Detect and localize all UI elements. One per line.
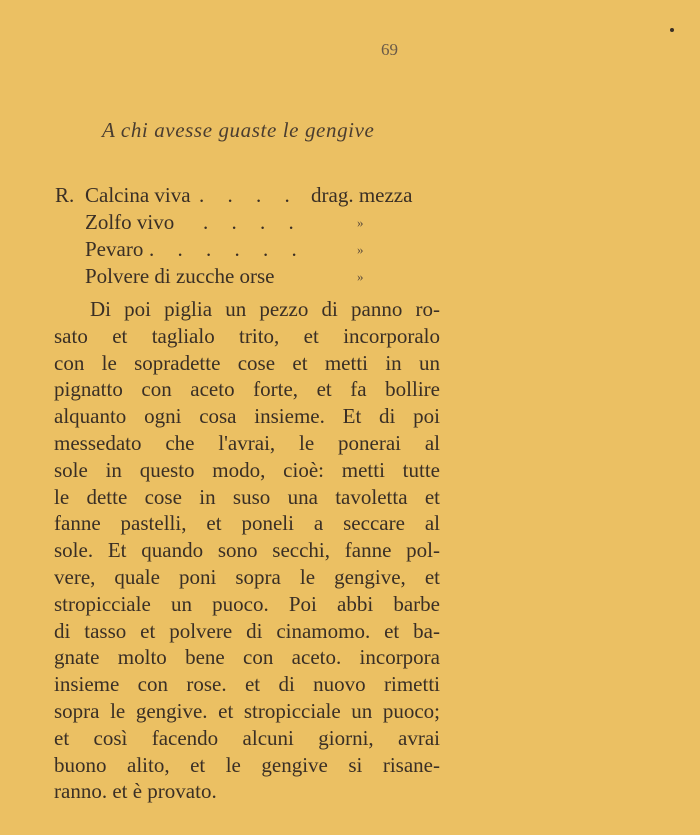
text-line: sato et taglialo trito, et incorporalo — [54, 323, 440, 348]
ingredient-name: Zolfo vivo — [85, 210, 175, 234]
text-line: messedato che l'avrai, le ponerai al — [54, 430, 440, 455]
text-line: alquanto ogni cosa insieme. Et di poi — [54, 404, 440, 429]
text-line: sole in questo modo, cioè: metti tutte — [54, 457, 440, 482]
leader-dots: . . . . — [199, 183, 299, 207]
text-line: con le sopradette cose et metti in un — [54, 350, 440, 375]
text-line: insieme con rose. et di nuovo rimetti — [54, 672, 440, 697]
recipe-heading: A chi avesse guaste le gengive — [102, 118, 375, 142]
text-line: vere, quale poni sopra le gengive, et — [54, 564, 440, 589]
ingredient-name: Calcina viva — [85, 183, 191, 207]
text-line: sole. Et quando sono secchi, fanne pol- — [54, 538, 440, 563]
ingredient-row — [55, 236, 445, 263]
ingredient-row — [55, 263, 445, 290]
ingredient-row — [55, 182, 445, 209]
body-paragraph — [54, 296, 440, 805]
ditto-mark: » — [357, 242, 364, 257]
ingredient-row — [55, 209, 445, 236]
text-line: gnate molto bene con aceto. incorpora — [54, 645, 440, 670]
leader-dots: . . . . — [203, 210, 303, 234]
text-line: stropicciale un puoco. Poi abbi barbe — [54, 591, 440, 616]
text-line: buono alito, et le gengive si risane- — [54, 752, 440, 777]
leader-dots: . . . . . . — [149, 237, 306, 261]
text-line: fanne pastelli, et poneli a seccare al — [54, 511, 440, 536]
text-line: pignatto con aceto forte, et fa bollire — [54, 377, 440, 402]
page-number: 69 — [381, 40, 398, 59]
text-line: Di poi piglia un pezzo di panno ro- — [90, 297, 440, 321]
ditto-mark: » — [357, 215, 364, 230]
ingredient-name: Polvere di zucche orse — [85, 264, 275, 288]
text-line: ranno. et è provato. — [54, 779, 217, 804]
text-line: di tasso et polvere di cinamomo. et ba- — [54, 618, 440, 643]
ingredient-list — [55, 182, 445, 290]
ditto-mark: » — [357, 269, 364, 284]
ingredient-quantity: drag. mezza — [311, 183, 413, 207]
text-line: le dette cose in suso una tavoletta et — [54, 484, 440, 509]
ingredient-name: Pevaro — [85, 237, 144, 261]
text-line: sopra le gengive. et stropicciale un puoco; — [54, 698, 440, 723]
ink-speck — [670, 28, 674, 32]
recipe-prefix: R. — [55, 183, 75, 207]
text-line: et così facendo alcuni giorni, avrai — [54, 725, 440, 750]
